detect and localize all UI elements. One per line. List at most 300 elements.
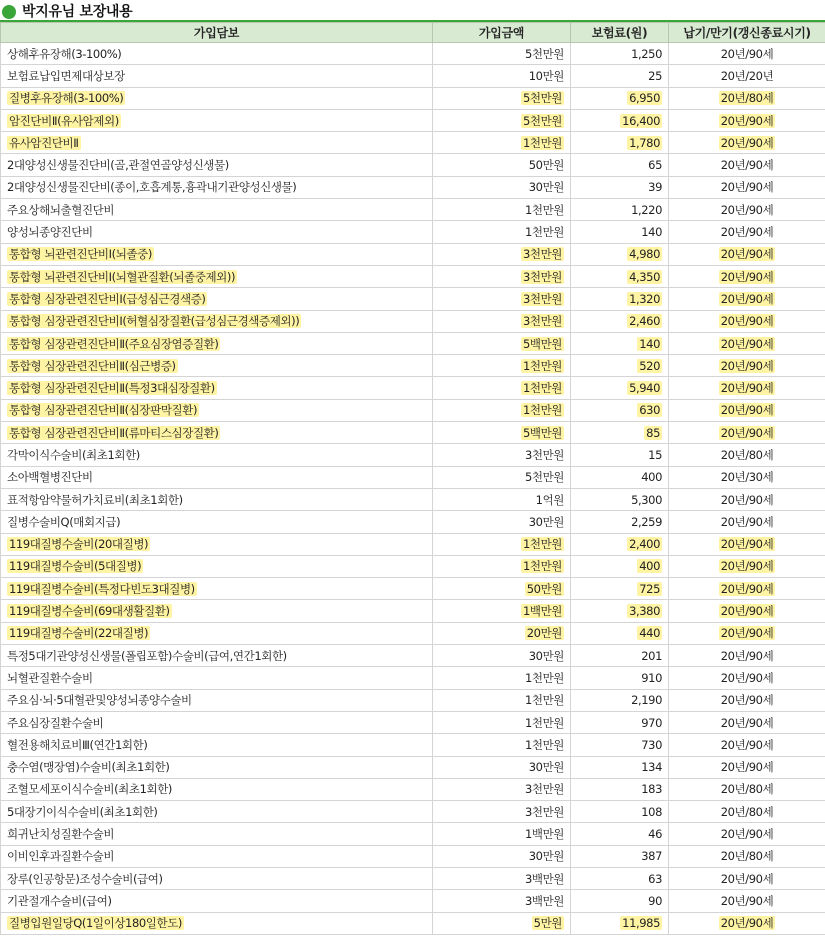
table-row (1, 578, 825, 600)
coverage-premium-cell (571, 778, 669, 800)
coverage-amount-text: 1천만원 (522, 403, 562, 418)
coverage-amount-cell (433, 444, 571, 466)
coverage-term-cell (669, 622, 825, 644)
table-row (1, 265, 825, 287)
coverage-premium-text: 2,259 (631, 514, 662, 529)
coverage-term-text: 20년/90세 (720, 381, 774, 396)
coverage-premium-cell (571, 265, 669, 287)
coverage-premium-cell (571, 488, 669, 510)
coverage-term-text: 20년/90세 (720, 225, 774, 240)
coverage-premium-text: 520 (639, 358, 660, 373)
coverage-term-text: 20년/90세 (720, 314, 774, 329)
coverage-premium-text: 65 (648, 158, 662, 173)
coverage-name-text: 이비인후과질환수술비 (7, 849, 115, 864)
coverage-name-cell (1, 533, 433, 555)
coverage-term-cell (669, 65, 825, 87)
table-row (1, 756, 825, 778)
coverage-name-cell (1, 711, 433, 733)
coverage-term-text: 20년/90세 (720, 604, 774, 619)
coverage-term-cell (669, 332, 825, 354)
coverage-premium-text: 630 (639, 403, 660, 418)
coverage-amount-text: 1천만원 (522, 358, 562, 373)
coverage-amount-cell (433, 555, 571, 577)
table-body (1, 43, 825, 935)
coverage-name-cell (1, 778, 433, 800)
coverage-amount-cell (433, 756, 571, 778)
coverage-term-text: 20년/90세 (720, 693, 774, 708)
coverage-premium-cell (571, 533, 669, 555)
coverage-term-text: 20년/90세 (720, 403, 774, 418)
table-row (1, 823, 825, 845)
coverage-term-cell (669, 399, 825, 421)
table-row (1, 399, 825, 421)
coverage-amount-text: 3백만원 (524, 893, 564, 908)
coverage-premium-text: 25 (648, 68, 662, 83)
coverage-term-cell (669, 87, 825, 109)
coverage-premium-text: 201 (641, 648, 662, 663)
coverage-premium-text: 39 (648, 180, 662, 195)
coverage-premium-text: 970 (641, 715, 662, 730)
coverage-amount-text: 5천만원 (524, 470, 564, 485)
coverage-term-cell (669, 265, 825, 287)
coverage-term-cell (669, 890, 825, 912)
coverage-premium-cell (571, 243, 669, 265)
coverage-amount-cell (433, 645, 571, 667)
coverage-premium-cell (571, 176, 669, 198)
coverage-amount-text: 50만원 (528, 158, 564, 173)
coverage-term-text: 20년/90세 (720, 492, 774, 507)
coverage-name-cell (1, 399, 433, 421)
coverage-name-text: 주요심장질환수술비 (7, 715, 104, 730)
coverage-amount-cell (433, 65, 571, 87)
coverage-term-text: 20년/80세 (720, 91, 774, 106)
coverage-amount-cell (433, 533, 571, 555)
coverage-term-text: 20년/90세 (720, 648, 774, 663)
coverage-premium-text: 730 (641, 737, 662, 752)
coverage-amount-cell (433, 87, 571, 109)
table-row (1, 466, 825, 488)
coverage-term-text: 20년/90세 (720, 715, 774, 730)
coverage-name-text: 119대질병수술비(5대질병) (9, 559, 142, 574)
coverage-name-text: 2대양성신생물진단비(종이,호흡계통,흉곽내기관양성신생물) (7, 180, 297, 195)
coverage-premium-text: 2,400 (629, 537, 660, 552)
coverage-name-cell (1, 867, 433, 889)
coverage-term-text: 20년/90세 (720, 581, 774, 596)
coverage-amount-text: 30만원 (528, 760, 564, 775)
table-row (1, 377, 825, 399)
coverage-table (0, 22, 825, 935)
coverage-term-cell (669, 132, 825, 154)
coverage-premium-text: 1,250 (631, 46, 662, 61)
coverage-term-cell (669, 912, 825, 934)
coverage-term-cell (669, 801, 825, 823)
coverage-premium-cell (571, 154, 669, 176)
coverage-term-cell (669, 310, 825, 332)
coverage-name-cell (1, 176, 433, 198)
coverage-amount-cell (433, 176, 571, 198)
coverage-amount-cell (433, 288, 571, 310)
coverage-name-text: 통합형 심장관련진단비Ⅱ(특정3대심장질환) (9, 381, 215, 396)
coverage-premium-cell (571, 756, 669, 778)
coverage-term-text: 20년/90세 (720, 737, 774, 752)
coverage-term-text: 20년/90세 (720, 247, 774, 262)
coverage-premium-cell (571, 600, 669, 622)
coverage-amount-cell (433, 488, 571, 510)
coverage-name-text: 질병입원일당Q(1일이상180일한도) (9, 916, 182, 931)
coverage-amount-text: 3천만원 (522, 291, 562, 306)
coverage-premium-cell (571, 444, 669, 466)
coverage-amount-text: 30만원 (528, 849, 564, 864)
coverage-name-cell (1, 890, 433, 912)
coverage-name-cell (1, 444, 433, 466)
coverage-amount-text: 1천만원 (522, 381, 562, 396)
column-header-premium: 보험료(원) (571, 23, 669, 43)
coverage-premium-cell (571, 377, 669, 399)
coverage-premium-cell (571, 645, 669, 667)
coverage-term-text: 20년/90세 (720, 269, 774, 284)
coverage-term-text: 20년/90세 (720, 827, 774, 842)
coverage-premium-text: 2,460 (629, 314, 660, 329)
coverage-term-text: 20년/90세 (720, 291, 774, 306)
coverage-premium-text: 140 (641, 225, 662, 240)
coverage-amount-cell (433, 912, 571, 934)
coverage-name-text: 119대질병수술비(69대생활질환) (9, 604, 170, 619)
coverage-term-text: 20년/90세 (720, 916, 774, 931)
coverage-term-text: 20년/80세 (720, 447, 774, 462)
coverage-name-text: 통합형 심장관련진단비Ⅱ(심근병증) (9, 358, 176, 373)
coverage-premium-cell (571, 867, 669, 889)
coverage-term-cell (669, 533, 825, 555)
coverage-premium-text: 440 (639, 626, 660, 641)
coverage-term-text: 20년/90세 (720, 336, 774, 351)
coverage-premium-cell (571, 399, 669, 421)
coverage-amount-cell (433, 600, 571, 622)
coverage-term-cell (669, 867, 825, 889)
coverage-term-cell (669, 109, 825, 131)
coverage-term-text: 20년/90세 (720, 626, 774, 641)
coverage-term-text: 20년/80세 (720, 782, 774, 797)
coverage-term-cell (669, 288, 825, 310)
coverage-name-cell (1, 734, 433, 756)
coverage-premium-text: 1,320 (629, 291, 660, 306)
coverage-term-cell (669, 422, 825, 444)
coverage-amount-text: 3천만원 (524, 782, 564, 797)
coverage-amount-text: 1천만원 (522, 135, 562, 150)
table-row (1, 801, 825, 823)
coverage-name-text: 주요상해뇌출혈진단비 (7, 202, 115, 217)
coverage-amount-cell (433, 377, 571, 399)
coverage-premium-cell (571, 288, 669, 310)
coverage-term-text: 20년/90세 (720, 514, 774, 529)
coverage-term-cell (669, 756, 825, 778)
table-row (1, 444, 825, 466)
coverage-amount-text: 1천만원 (522, 559, 562, 574)
coverage-name-cell (1, 199, 433, 221)
column-header-term: 납기/만기(갱신종료시기) (669, 23, 825, 43)
coverage-premium-cell (571, 332, 669, 354)
coverage-name-cell (1, 43, 433, 65)
coverage-amount-cell (433, 711, 571, 733)
coverage-name-text: 조혈모세포이식수술비(최초1회한) (7, 782, 173, 797)
coverage-amount-text: 3백만원 (524, 871, 564, 886)
coverage-term-cell (669, 778, 825, 800)
coverage-term-cell (669, 645, 825, 667)
coverage-premium-cell (571, 801, 669, 823)
coverage-name-text: 충수염(맹장염)수술비(최초1회한) (7, 760, 170, 775)
coverage-amount-text: 1천만원 (524, 202, 564, 217)
table-row (1, 310, 825, 332)
coverage-term-cell (669, 823, 825, 845)
coverage-name-text: 뇌혈관질환수술비 (7, 670, 93, 685)
coverage-name-cell (1, 355, 433, 377)
coverage-premium-cell (571, 65, 669, 87)
coverage-name-cell (1, 511, 433, 533)
coverage-name-cell (1, 689, 433, 711)
coverage-amount-text: 30만원 (528, 180, 564, 195)
coverage-name-cell (1, 622, 433, 644)
coverage-premium-text: 387 (641, 849, 662, 864)
table-row (1, 845, 825, 867)
coverage-premium-text: 15 (648, 447, 662, 462)
table-row (1, 600, 825, 622)
coverage-amount-text: 3천만원 (522, 314, 562, 329)
coverage-name-text: 통합형 심장관련진단비Ⅰ(허혈심장질환(급성심근경색증제외)) (9, 314, 300, 329)
coverage-term-text: 20년/90세 (720, 158, 774, 173)
coverage-premium-text: 400 (639, 559, 660, 574)
table-row (1, 132, 825, 154)
coverage-name-cell (1, 422, 433, 444)
coverage-amount-text: 5천만원 (522, 91, 562, 106)
coverage-premium-cell (571, 199, 669, 221)
coverage-name-cell (1, 912, 433, 934)
coverage-amount-cell (433, 890, 571, 912)
coverage-name-text: 암진단비Ⅱ(유사암제외) (9, 113, 119, 128)
coverage-premium-cell (571, 221, 669, 243)
table-row (1, 199, 825, 221)
coverage-name-text: 통합형 심장관련진단비Ⅱ(심장판막질환) (9, 403, 198, 418)
coverage-term-text: 20년/80세 (720, 804, 774, 819)
coverage-amount-text: 1백만원 (524, 827, 564, 842)
coverage-term-cell (669, 243, 825, 265)
coverage-premium-text: 5,940 (629, 381, 660, 396)
table-row (1, 689, 825, 711)
coverage-name-text: 통합형 심장관련진단비Ⅱ(류마티스심장질환) (9, 425, 219, 440)
coverage-premium-cell (571, 310, 669, 332)
coverage-amount-cell (433, 265, 571, 287)
coverage-premium-text: 725 (639, 581, 660, 596)
coverage-amount-cell (433, 422, 571, 444)
table-row (1, 533, 825, 555)
coverage-premium-text: 4,350 (629, 269, 660, 284)
coverage-amount-text: 1천만원 (522, 537, 562, 552)
coverage-term-cell (669, 555, 825, 577)
coverage-amount-text: 1천만원 (524, 670, 564, 685)
coverage-premium-cell (571, 43, 669, 65)
coverage-name-text: 장루(인공항문)조성수술비(급여) (7, 871, 163, 886)
coverage-premium-text: 1,780 (629, 135, 660, 150)
coverage-premium-text: 910 (641, 670, 662, 685)
coverage-amount-cell (433, 243, 571, 265)
coverage-amount-text: 5만원 (533, 916, 562, 931)
coverage-term-text: 20년/20년 (720, 68, 774, 83)
coverage-name-cell (1, 488, 433, 510)
coverage-premium-text: 400 (641, 470, 662, 485)
page-header (0, 0, 825, 22)
coverage-premium-cell (571, 711, 669, 733)
coverage-name-text: 질병후유장해(3-100%) (9, 91, 124, 106)
coverage-amount-cell (433, 778, 571, 800)
coverage-term-cell (669, 221, 825, 243)
coverage-premium-cell (571, 555, 669, 577)
coverage-name-text: 혈전용해치료비Ⅲ(연간1회한) (7, 737, 148, 752)
coverage-term-cell (669, 511, 825, 533)
coverage-name-cell (1, 823, 433, 845)
coverage-amount-text: 5백만원 (522, 425, 562, 440)
coverage-amount-text: 3천만원 (524, 447, 564, 462)
page-title: 박지유님 보장내용 (22, 4, 133, 20)
coverage-amount-text: 5천만원 (522, 113, 562, 128)
coverage-amount-cell (433, 154, 571, 176)
coverage-premium-text: 16,400 (622, 113, 660, 128)
coverage-premium-cell (571, 422, 669, 444)
coverage-premium-cell (571, 109, 669, 131)
column-header-amount: 가입금액 (433, 23, 571, 43)
coverage-name-cell (1, 555, 433, 577)
coverage-name-text: 통합형 뇌관련진단비Ⅰ(뇌졸중) (9, 247, 152, 262)
coverage-name-cell (1, 667, 433, 689)
coverage-amount-text: 3천만원 (524, 804, 564, 819)
coverage-amount-cell (433, 132, 571, 154)
coverage-amount-cell (433, 399, 571, 421)
coverage-name-text: 각막이식수술비(최초1회한) (7, 447, 140, 462)
coverage-term-cell (669, 689, 825, 711)
coverage-term-cell (669, 176, 825, 198)
coverage-term-cell (669, 43, 825, 65)
coverage-name-text: 119대질병수술비(20대질병) (9, 537, 149, 552)
coverage-amount-text: 1억원 (535, 492, 564, 507)
coverage-amount-cell (433, 734, 571, 756)
coverage-premium-cell (571, 466, 669, 488)
coverage-amount-cell (433, 845, 571, 867)
coverage-name-cell (1, 466, 433, 488)
coverage-amount-cell (433, 310, 571, 332)
coverage-premium-text: 46 (648, 827, 662, 842)
coverage-name-cell (1, 243, 433, 265)
coverage-premium-text: 85 (646, 425, 660, 440)
coverage-name-text: 통합형 심장관련진단비Ⅱ(주요심장염증질환) (9, 336, 219, 351)
coverage-amount-text: 1천만원 (524, 715, 564, 730)
column-header-coverage: 가입담보 (1, 23, 433, 43)
coverage-premium-text: 6,950 (629, 91, 660, 106)
coverage-name-text: 119대질병수술비(22대질병) (9, 626, 149, 641)
coverage-term-cell (669, 154, 825, 176)
coverage-amount-cell (433, 511, 571, 533)
coverage-premium-cell (571, 689, 669, 711)
coverage-name-cell (1, 109, 433, 131)
coverage-term-cell (669, 488, 825, 510)
table-row (1, 355, 825, 377)
coverage-term-text: 20년/90세 (720, 537, 774, 552)
coverage-name-text: 유사암진단비Ⅱ (9, 135, 79, 150)
coverage-name-text: 희귀난치성질환수술비 (7, 827, 115, 842)
coverage-term-cell (669, 734, 825, 756)
coverage-term-cell (669, 199, 825, 221)
coverage-term-text: 20년/90세 (720, 46, 774, 61)
coverage-term-text: 20년/80세 (720, 849, 774, 864)
table-row (1, 422, 825, 444)
coverage-premium-cell (571, 622, 669, 644)
coverage-name-cell (1, 332, 433, 354)
coverage-term-text: 20년/90세 (720, 135, 774, 150)
coverage-premium-cell (571, 823, 669, 845)
coverage-amount-text: 3천만원 (522, 247, 562, 262)
table-row (1, 288, 825, 310)
coverage-amount-cell (433, 578, 571, 600)
table-row (1, 87, 825, 109)
coverage-amount-cell (433, 355, 571, 377)
coverage-term-text: 20년/90세 (720, 358, 774, 373)
table-row (1, 43, 825, 65)
coverage-name-text: 소아백혈병진단비 (7, 470, 93, 485)
coverage-term-cell (669, 466, 825, 488)
coverage-name-cell (1, 377, 433, 399)
table-row (1, 109, 825, 131)
table-row (1, 221, 825, 243)
coverage-amount-text: 3천만원 (522, 269, 562, 284)
table-row (1, 912, 825, 934)
table-row (1, 778, 825, 800)
table-row (1, 488, 825, 510)
coverage-term-cell (669, 578, 825, 600)
coverage-name-cell (1, 801, 433, 823)
coverage-amount-text: 10만원 (528, 68, 564, 83)
coverage-amount-text: 5천만원 (524, 46, 564, 61)
coverage-amount-cell (433, 466, 571, 488)
coverage-amount-cell (433, 332, 571, 354)
table-row (1, 332, 825, 354)
coverage-premium-cell (571, 511, 669, 533)
coverage-name-cell (1, 154, 433, 176)
coverage-name-cell (1, 600, 433, 622)
coverage-name-cell (1, 87, 433, 109)
table-row (1, 511, 825, 533)
coverage-name-text: 통합형 심장관련진단비Ⅰ(급성심근경색증) (9, 291, 206, 306)
table-row (1, 555, 825, 577)
table-row (1, 65, 825, 87)
coverage-term-cell (669, 600, 825, 622)
coverage-premium-text: 11,985 (622, 916, 660, 931)
coverage-amount-cell (433, 689, 571, 711)
coverage-name-cell (1, 578, 433, 600)
coverage-premium-text: 3,380 (629, 604, 660, 619)
coverage-term-text: 20년/90세 (720, 202, 774, 217)
coverage-amount-text: 1천만원 (524, 693, 564, 708)
coverage-term-cell (669, 711, 825, 733)
coverage-amount-cell (433, 199, 571, 221)
coverage-premium-cell (571, 890, 669, 912)
coverage-name-text: 상해후유장해(3-100%) (7, 46, 122, 61)
coverage-term-text: 20년/90세 (720, 670, 774, 685)
coverage-name-cell (1, 288, 433, 310)
coverage-name-cell (1, 310, 433, 332)
coverage-amount-text: 1천만원 (524, 225, 564, 240)
coverage-premium-cell (571, 578, 669, 600)
coverage-amount-cell (433, 622, 571, 644)
coverage-term-text: 20년/30세 (720, 470, 774, 485)
coverage-premium-cell (571, 845, 669, 867)
coverage-premium-text: 140 (639, 336, 660, 351)
header-row (1, 23, 825, 43)
